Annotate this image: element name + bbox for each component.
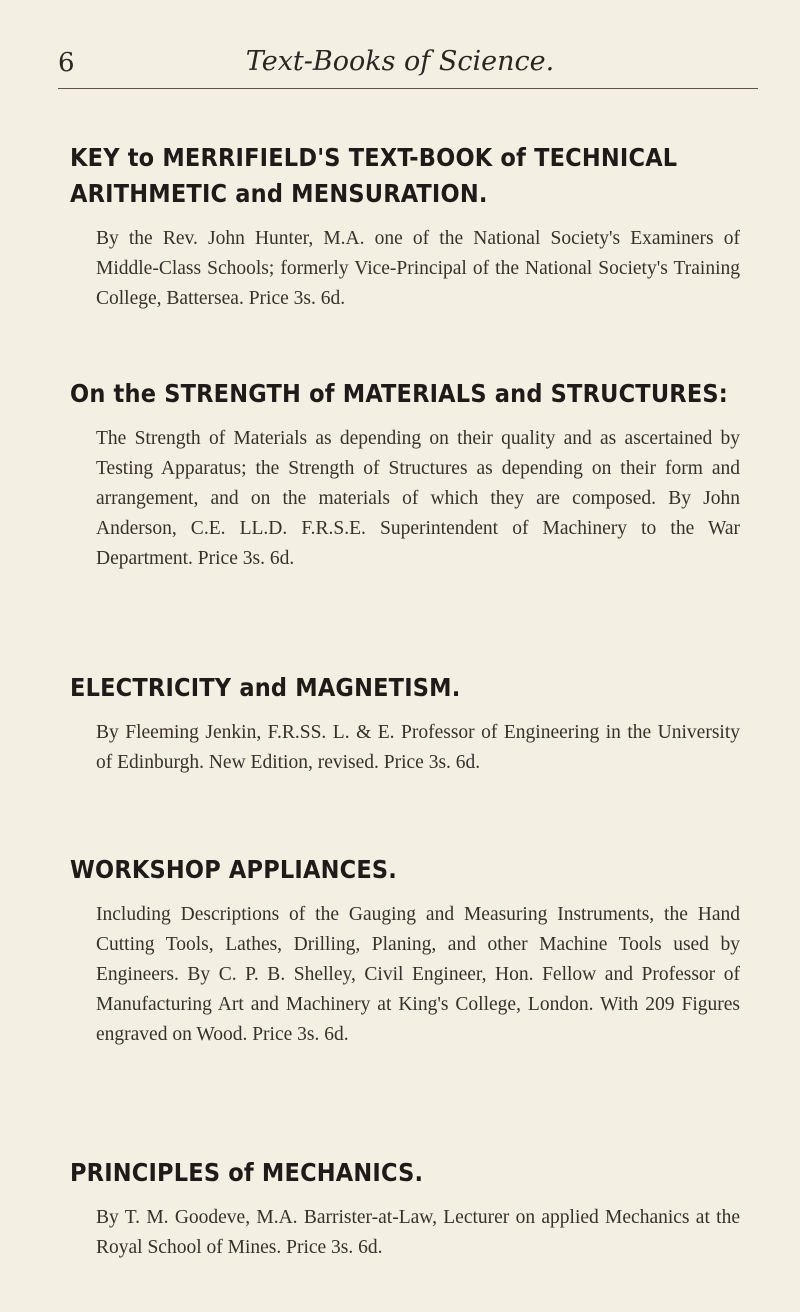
entry-title-line: WORKSHOP APPLIANCES. — [70, 855, 398, 884]
book-entry — [70, 852, 740, 1050]
page-number: 6 — [58, 48, 75, 78]
entry-description: The Strength of Materials as depending on their quality and as ascertained by Testing Apparatus; the Strength of Structures as depending on their form and arrangement, and on the materials of which they are composed. By John Anderson, C.E. LL.D. F.R.S.E. Superintendent of Machinery to the War Department. Price 3s. 6d. — [96, 428, 740, 569]
entry-title-line: ARITHMETIC and MENSURATION. — [70, 179, 488, 208]
entry-description: By T. M. Goodeve, M.A. Barrister-at-Law, Lecturer on applied Mechanics at the Royal School of Mines. Price 3s. 6d. — [96, 1207, 740, 1258]
book-entry — [70, 376, 740, 574]
entry-description: By Fleeming Jenkin, F.R.SS. L. & E. Professor of Engineering in the University of Edinburgh. New Edition, revised. Price 3s. 6d. — [96, 722, 740, 773]
entry-title-line: KEY to MERRIFIELD'S TEXT-BOOK of TECHNICAL — [70, 143, 678, 172]
book-entry — [70, 140, 740, 314]
entry-title-line: PRINCIPLES of MECHANICS. — [70, 1158, 424, 1187]
header-rule — [58, 88, 758, 89]
book-entry — [70, 1155, 740, 1263]
page-header — [0, 40, 800, 80]
entry-title — [70, 1155, 740, 1191]
running-title: Text-Books of Science. — [245, 46, 555, 77]
book-entry — [70, 670, 740, 778]
entry-description: By the Rev. John Hunter, M.A. one of the National Society's Examiners of Middle-Class Schools; formerly Vice-Principal of the National Society's Training College, Battersea. Price 3s. 6d. — [96, 228, 740, 309]
entry-title-line: ELECTRICITY and MAGNETISM. — [70, 673, 461, 702]
entry-description: Including Descriptions of the Gauging and Measuring Instruments, the Hand Cutting Tools, Lathes, Drilling, Planing, and other Machine Tools used by Engineers. By C. P. B. Shelley, Civil Engineer, Hon. Fellow and Professor of Manufacturing Art and Machinery at King's College, London. With 209 Figures engraved on Wood. Price 3s. 6d. — [96, 904, 740, 1045]
entry-title — [70, 376, 740, 412]
entry-title — [70, 852, 740, 888]
entry-title — [70, 140, 740, 212]
entry-title-line: On the STRENGTH of MATERIALS and STRUCTURES: — [70, 379, 728, 408]
entry-title — [70, 670, 740, 706]
